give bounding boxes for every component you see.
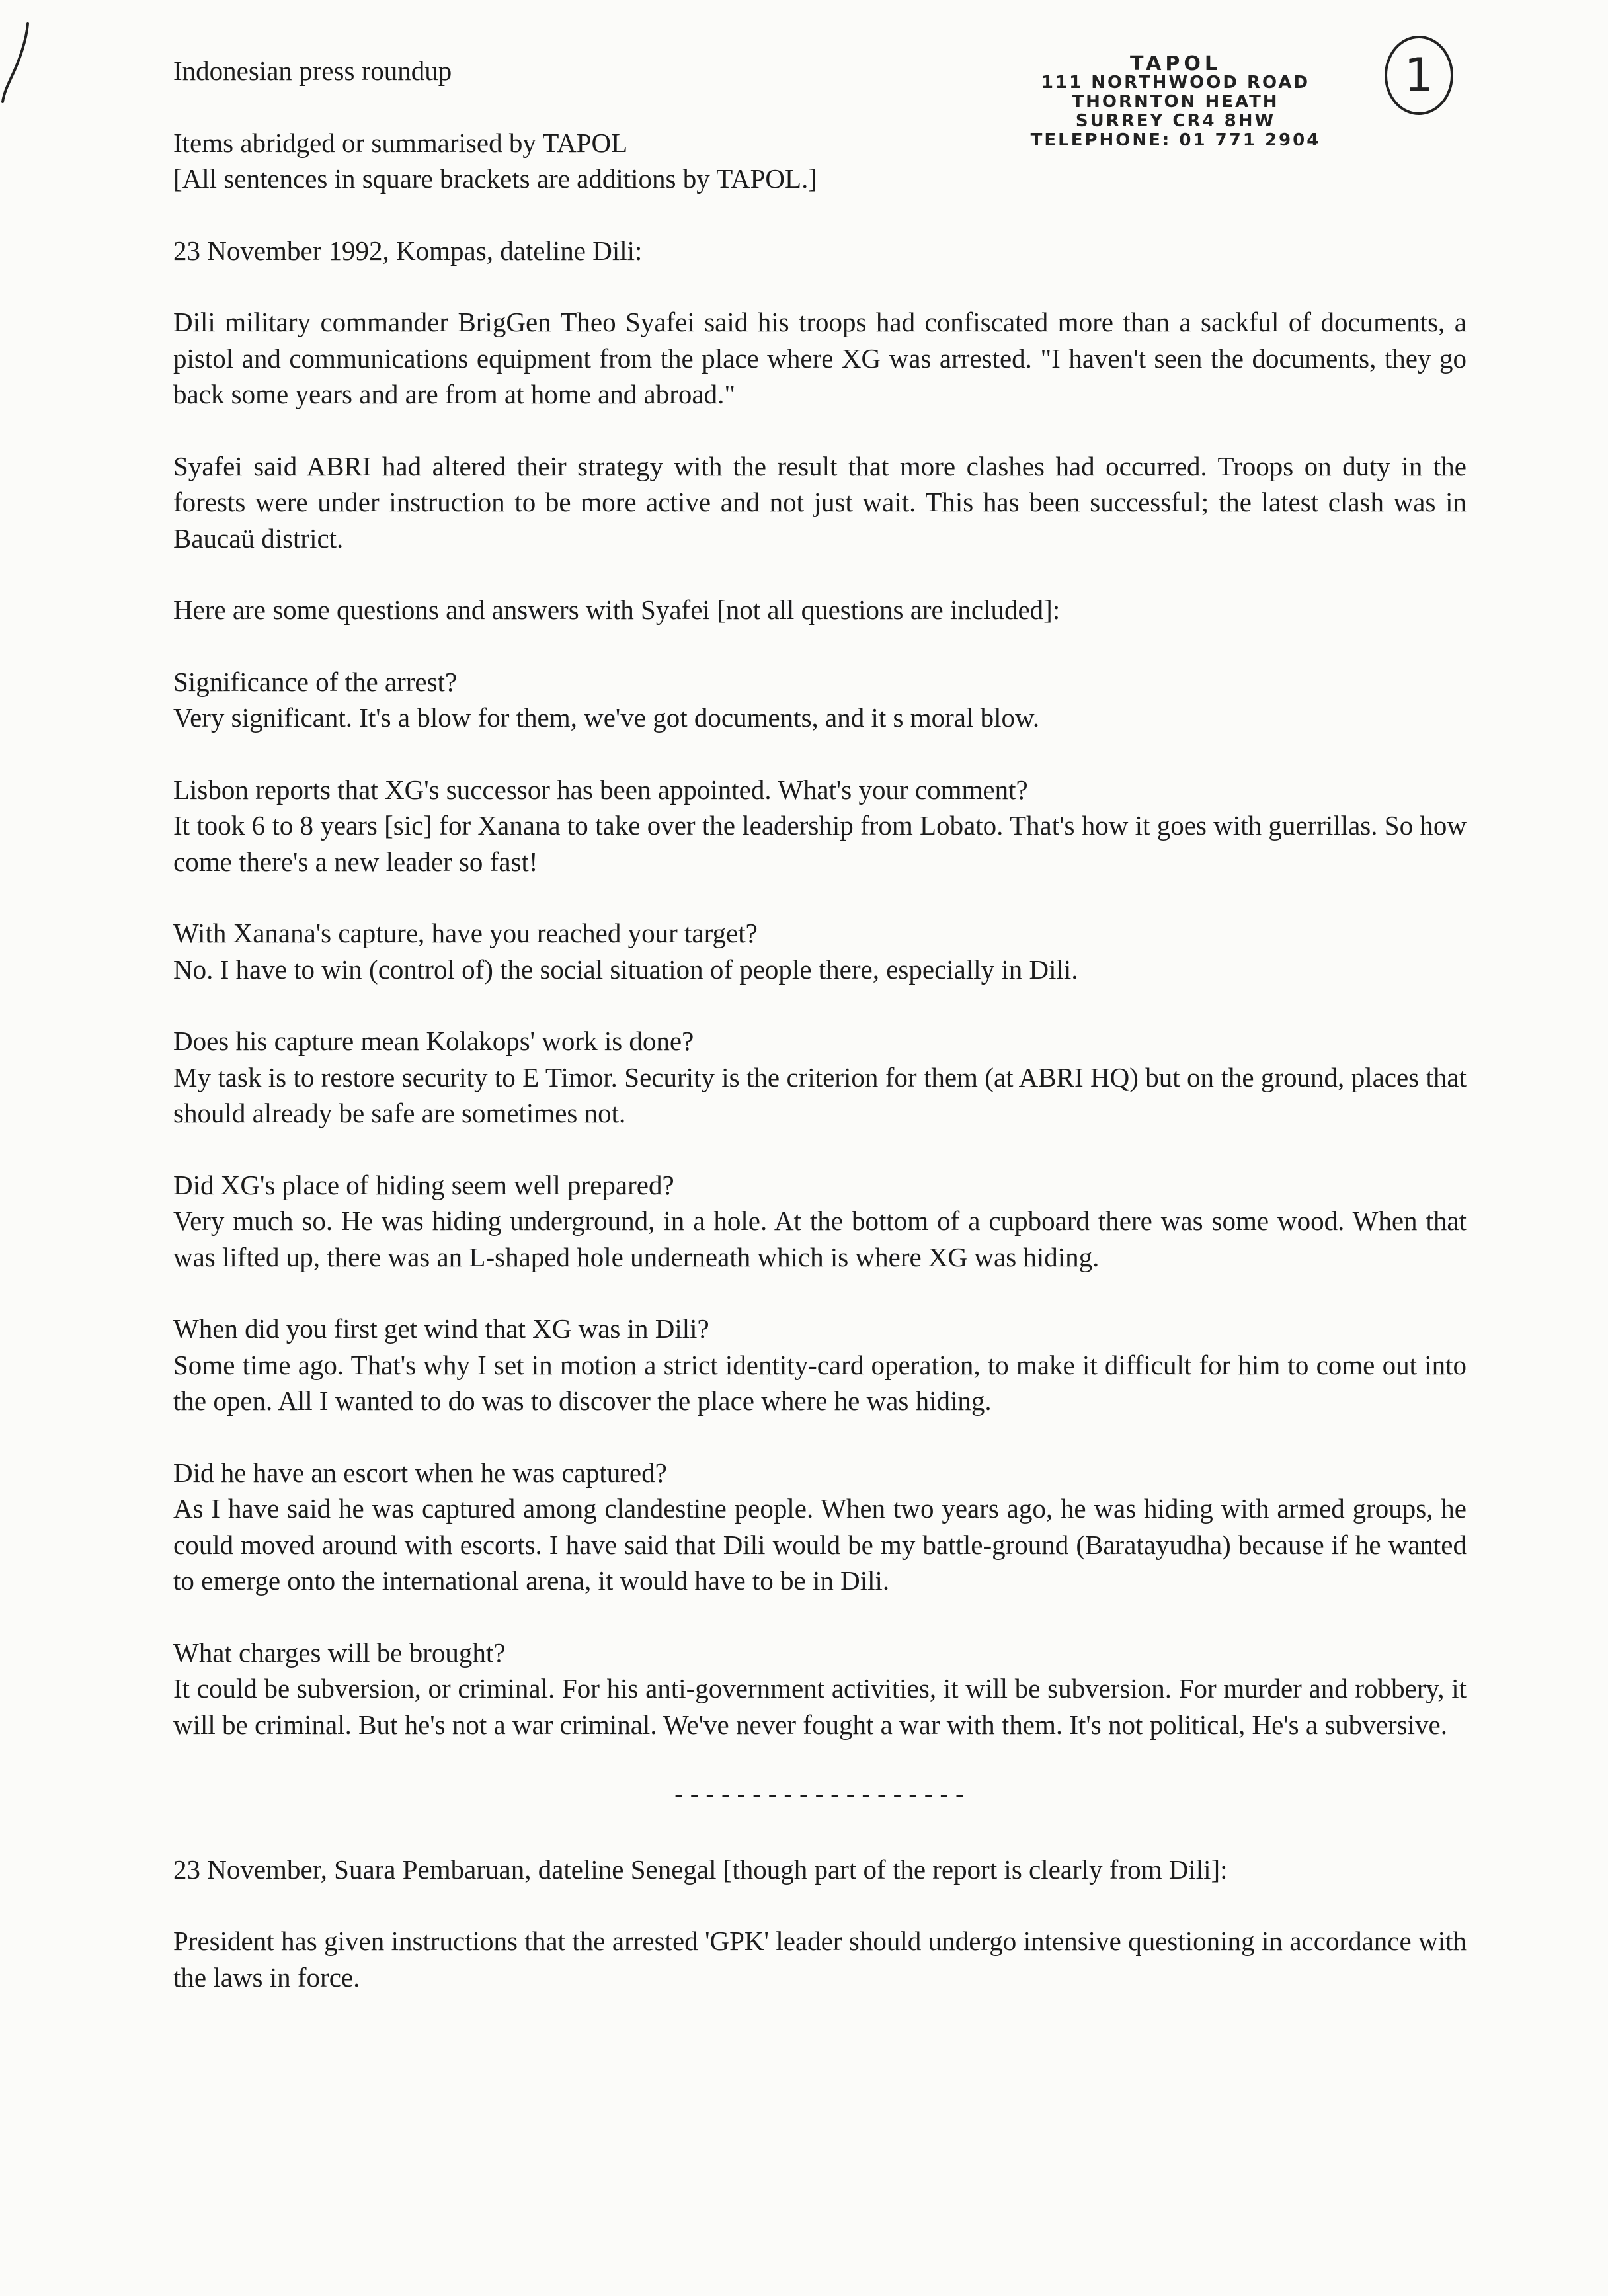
answer: Some time ago. That's why I set in motion a strict identity-card operation, to make it difficult for him to come out into the open. All I wanted to do was to discover the place where he was hiding. (173, 1349, 1467, 1416)
question: When did you first get wind that XG was in Dili? (173, 1313, 709, 1344)
answer: Very significant. It's a blow for them, we've got documents, and it s moral blow. (173, 702, 1040, 733)
stamp-org: TAPOL (1130, 52, 1221, 75)
answer: No. I have to win (control of) the social situation of people there, especially in Dili. (173, 954, 1078, 985)
stamp-line: SURREY CR4 8HW (1075, 111, 1276, 131)
question: Did he have an escort when he was captured? (173, 1457, 667, 1488)
header-note: [All sentences in square brackets are additions by TAPOL.] (173, 163, 817, 194)
stamp-line: TELEPHONE: 01 771 2904 (1030, 130, 1321, 150)
stamp-line: 111 NORTHWOOD ROAD (1041, 73, 1310, 93)
answer: Very much so. He was hiding underground, in a hole. At the bottom of a cupboard there was some wood. When that was lifted up, there was an L-shaped hole underneath which is where XG was hiding. (173, 1206, 1467, 1272)
paragraph: Here are some questions and answers with Syafei [not all questions are included]: (173, 594, 1061, 625)
qa-item (173, 915, 1467, 987)
qa-item (173, 1635, 1467, 1743)
answer: It took 6 to 8 years [sic] for Xanana to take over the leadership from Lobato. That's how it goes with guerrillas. So how come there's a new leader so fast! (173, 810, 1467, 877)
qa-item (173, 1167, 1467, 1276)
question: Significance of the arrest? (173, 666, 458, 697)
paragraph: Dili military commander BrigGen Theo Syafei said his troops had confiscated more than a sackful of documents, a pistol and communications equipment from the place where XG was arrested. "I haven't seen the documents, they go back some years and are from at home and abroad." (173, 307, 1467, 409)
qa-item (173, 1023, 1467, 1131)
question: With Xanana's capture, have you reached your target? (173, 918, 758, 948)
question: Did XG's place of hiding seem well prepared? (173, 1169, 674, 1200)
document-title: Indonesian press roundup (173, 56, 452, 86)
paragraph: Syafei said ABRI had altered their strategy with the result that more clashes had occurred. Troops on duty in the forests were under instruction to be more active and not just wait. This has been successful; the latest clash was in Baucaü district. (173, 450, 1467, 554)
stamp-line: THORNTON HEATH (1072, 92, 1279, 112)
question: What charges will be brought? (173, 1637, 506, 1668)
qa-item (173, 772, 1467, 880)
answer: It could be subversion, or criminal. For his anti-government activities, it will be subversion. For murder and robbery, it will be criminal. But he's not a war criminal. We've never fought a war with them. It's not political, He's a subversive. (173, 1673, 1467, 1740)
section-dateline: 23 November 1992, Kompas, dateline Dili: (173, 235, 643, 266)
section-dateline: 23 November, Suara Pembaruan, dateline Senegal [though part of the report is clearly from Dili]: (173, 1854, 1228, 1885)
qa-item (173, 1311, 1467, 1419)
handwritten-slash-mark (0, 20, 46, 106)
qa-item (173, 664, 1467, 736)
answer: My task is to restore security to E Timor. Security is the criterion for them (at ABRI HQ) but on the ground, places that should already be safe are sometimes not. (173, 1061, 1467, 1128)
document-body (173, 53, 1467, 2031)
qa-item (173, 1455, 1467, 1599)
paragraph: President has given instructions that the arrested 'GPK' leader should undergo intensive questioning in accordance with the laws in force. (173, 1926, 1467, 1992)
section-divider: ------------------- (671, 1782, 969, 1809)
question: Does his capture mean Kolakops' work is done? (173, 1026, 694, 1056)
page-mark: 1 (1404, 48, 1434, 102)
header-note: Items abridged or summarised by TAPOL (173, 127, 628, 158)
answer: As I have said he was captured among clandestine people. When two years ago, he was hiding with armed groups, he could moved around with escorts. I have said that Dili would be my battle-ground (Baratayudha) because if he wanted to emerge onto the international arena, it would have to be in Dili. (173, 1493, 1467, 1596)
question: Lisbon reports that XG's successor has been appointed. What's your comment? (173, 774, 1028, 805)
